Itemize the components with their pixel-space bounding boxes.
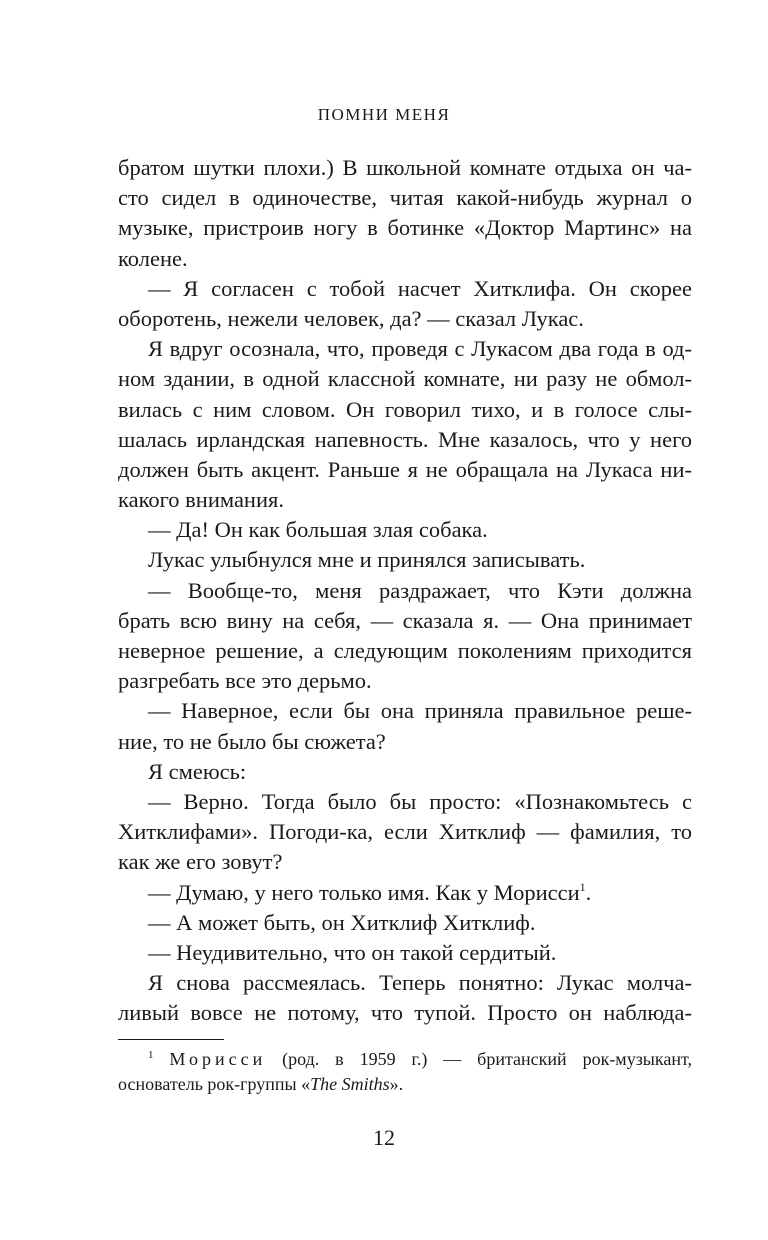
text-line-content: братом шутки плохи.) В школьной комнате отдыха он ча- xyxy=(118,155,692,180)
footnote-term: Морисси xyxy=(169,1049,267,1069)
text-line-content: — Я согласен с тобой насчет Хитклифа. Он скорее xyxy=(148,275,692,301)
text-line xyxy=(118,576,692,606)
text-line-content: ном здании, в одной классной комнате, ни разу не обмол- xyxy=(118,366,692,392)
text-line-content: — Думаю, у него только имя. Как у Морисси xyxy=(148,879,580,905)
text-line xyxy=(118,364,692,394)
text-line xyxy=(118,304,692,334)
text-line xyxy=(118,817,692,847)
text-line-content: ние, то не было бы сюжета? xyxy=(118,728,386,754)
text-line xyxy=(118,395,692,425)
body-text xyxy=(118,153,692,1028)
footnote-text: (род. в 1959 г.) — британский рок-музыкант, xyxy=(266,1049,693,1069)
text-line-content: — Вообще-то, меня раздражает, что Кэти должна xyxy=(148,577,692,603)
text-line-content: — Верно. Тогда было бы просто: «Познакомьтесь с xyxy=(148,788,692,814)
text-line xyxy=(118,425,692,455)
text-line-content: должен быть акцент. Раньше я не обращала на Лукаса ни- xyxy=(118,456,692,482)
text-line xyxy=(118,878,692,908)
text-line-content: Лукас улыбнулся мне и принялся записывать. xyxy=(148,547,586,573)
text-line xyxy=(118,968,692,998)
footnote-marker: 1 xyxy=(148,1049,154,1061)
text-line-content: как же его зовут? xyxy=(118,849,283,875)
text-line xyxy=(118,274,692,304)
text-line-content: брать всю вину на себя, — сказала я. — Она принимает xyxy=(118,607,692,633)
text-line-content: шалась ирландская напевность. Мне казалось, что у него xyxy=(118,426,692,452)
footnote-line xyxy=(118,1072,692,1097)
text-line xyxy=(118,757,692,787)
footnote-band-name: The Smiths xyxy=(310,1074,390,1094)
text-line-content: сто сидел в одиночестве, читая какой-нибудь журнал о xyxy=(118,185,692,211)
text-line xyxy=(118,545,692,575)
text-line xyxy=(118,696,692,726)
text-line-content: Я вдруг осознала, что, проведя с Лукасом два года в од- xyxy=(148,336,692,362)
text-line xyxy=(118,485,692,515)
text-line-content: ливый вовсе не потому, что тупой. Просто он наблюда- xyxy=(118,1000,692,1026)
text-line xyxy=(118,847,692,877)
page-number: 12 xyxy=(373,1125,395,1150)
text-line xyxy=(118,183,692,213)
text-line xyxy=(118,938,692,968)
text-line-content: оборотень, нежели человек, да? — сказал Лукас. xyxy=(118,305,584,331)
text-line-content: Я смеюсь: xyxy=(148,758,247,784)
footnote-text: ». xyxy=(389,1074,404,1094)
footnote xyxy=(118,1047,692,1097)
text-line xyxy=(118,334,692,364)
text-line-content: — Да! Он как большая злая собака. xyxy=(148,517,488,543)
footnote-line xyxy=(118,1047,692,1072)
text-line-content: неверное решение, а следующим поколениям приходится xyxy=(118,638,692,663)
text-line xyxy=(118,727,692,757)
text-line xyxy=(118,908,692,938)
running-head: ПОМНИ МЕНЯ xyxy=(317,105,451,124)
footnote-divider xyxy=(118,1039,224,1040)
text-line xyxy=(118,244,692,274)
text-line-content: какого внимания. xyxy=(118,487,284,513)
text-line-content: — А может быть, он Хитклиф Хитклиф. xyxy=(148,909,536,935)
text-line-content: колене. xyxy=(118,245,188,271)
text-line-content: вилась с ним словом. Он говорил тихо, и в голосе слы- xyxy=(118,396,692,422)
text-line xyxy=(118,455,692,485)
text-line-content: разгребать все это дерьмо. xyxy=(118,668,372,694)
text-line-tail: . xyxy=(585,879,592,905)
text-line xyxy=(118,666,692,696)
text-line-content: — Неудивительно, что он такой сердитый. xyxy=(148,939,557,965)
text-line xyxy=(118,636,692,666)
footnote-text: основатель рок-группы « xyxy=(118,1074,311,1094)
text-line xyxy=(118,515,692,545)
text-line-content: музыке, пристроив ногу в ботинке «Доктор Мартинс» на xyxy=(118,215,692,241)
text-line xyxy=(118,213,692,243)
text-line-content: — Наверное, если бы она приняла правильное реше- xyxy=(148,698,692,724)
text-line xyxy=(118,606,692,636)
text-line xyxy=(118,787,692,817)
text-line xyxy=(118,153,692,183)
text-line-content: Хитклифами». Погоди-ка, если Хитклиф — фамилия, то xyxy=(118,819,692,845)
text-line xyxy=(118,998,692,1028)
text-line-content: Я снова рассмеялась. Теперь понятно: Лукас молча- xyxy=(148,970,692,996)
footnote-reference[interactable]: 1 xyxy=(579,879,586,894)
